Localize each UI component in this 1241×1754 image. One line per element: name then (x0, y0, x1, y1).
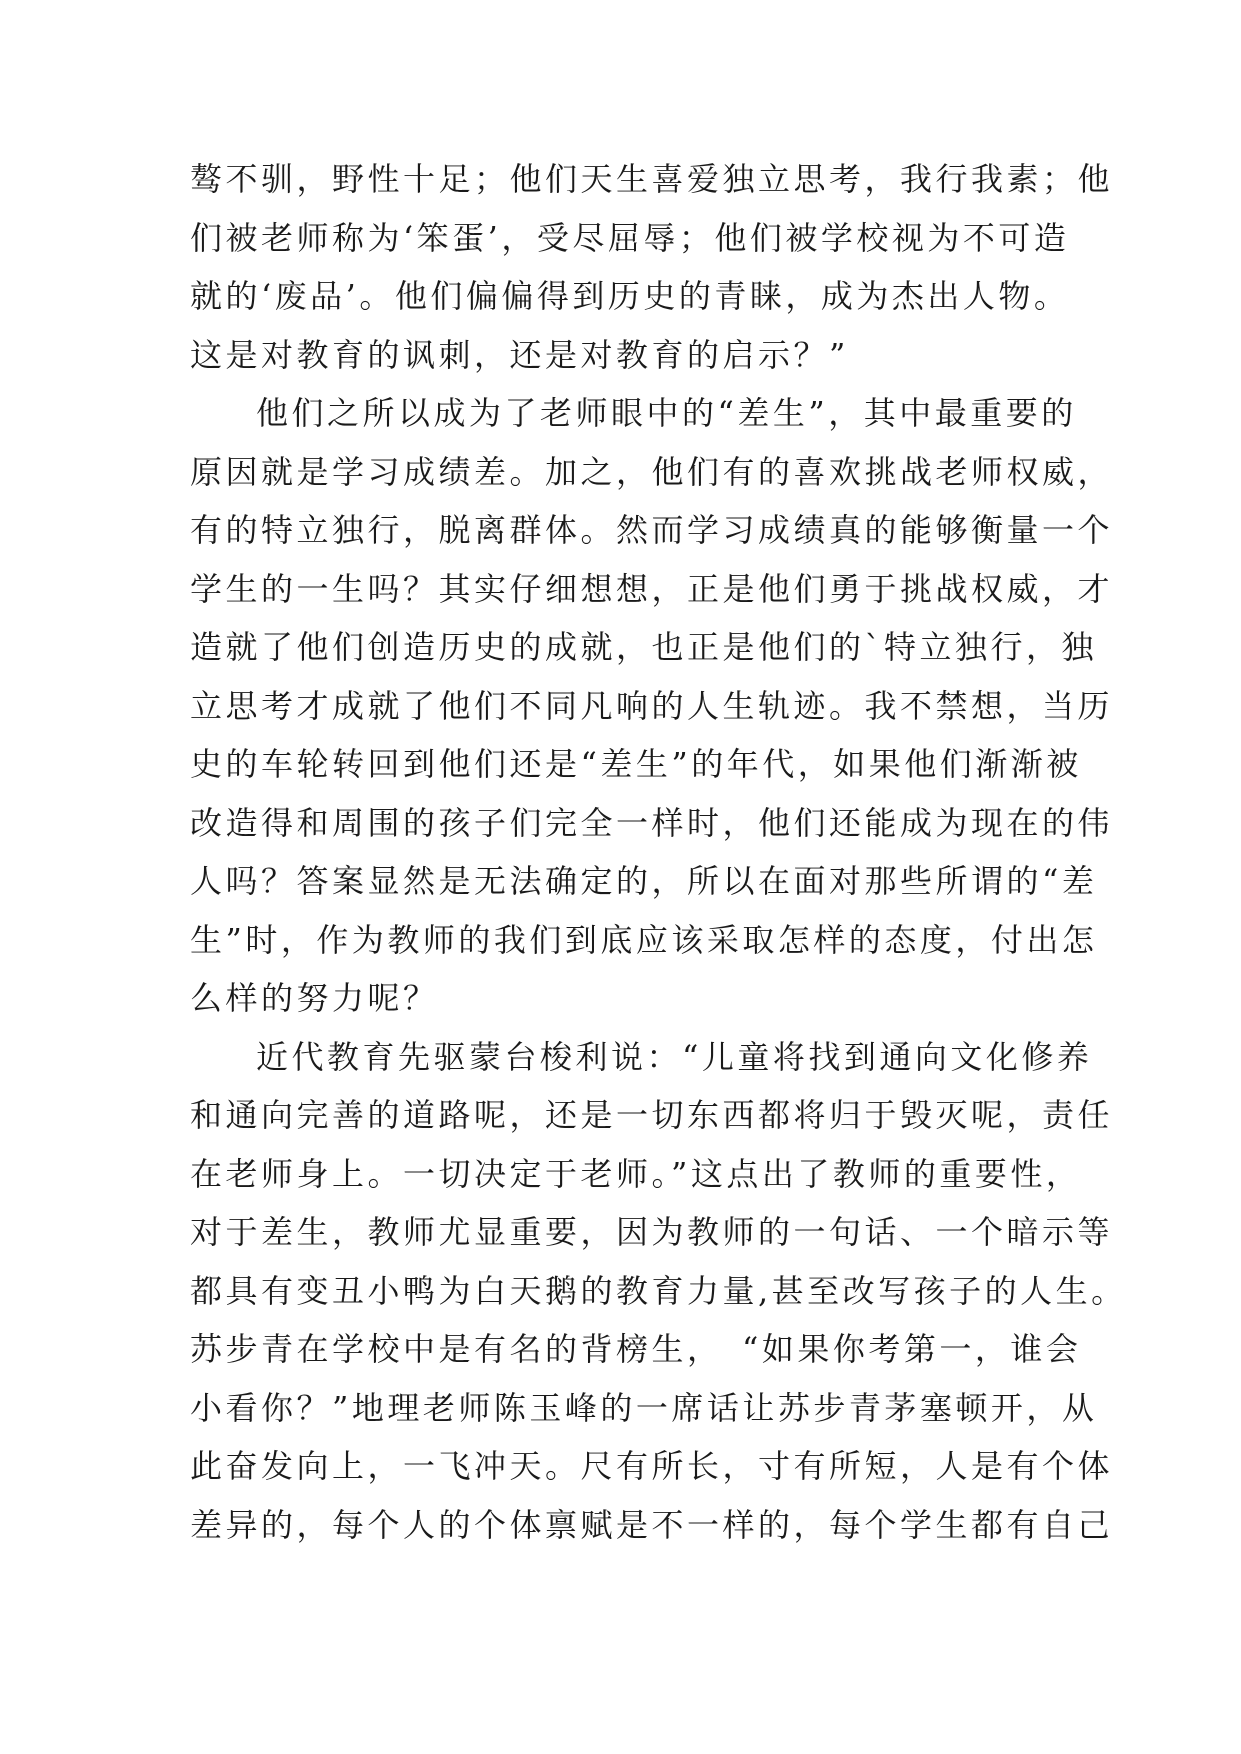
text-line: 小看你？”地理老师陈玉峰的一席话让苏步青茅塞顿开，从 (190, 1388, 1098, 1427)
text-line: 学生的一生吗？其实仔细想想，正是他们勇于挑战权威，才 (190, 569, 1114, 608)
text-line: 生”时，作为教师的我们到底应该采取怎样的态度，付出怎 (190, 920, 1098, 959)
paragraph-start-line: 近代教育先驱蒙台梭利说：“儿童将找到通向文化修养 (256, 1037, 1093, 1076)
text-line: 造就了他们创造历史的成就，也正是他们的`特立独行，独 (190, 628, 1098, 666)
text-line: 苏步青在学校中是有名的背榜生， “如果你考第一，谁会 (190, 1330, 1082, 1368)
text-line: 有的特立独行，脱离群体。然而学习成绩真的能够衡量一个 (190, 511, 1114, 549)
text-line: 原因就是学习成绩差。加之，他们有的喜欢挑战老师权威， (190, 452, 1114, 491)
text-line: 么样的努力呢？ (190, 979, 439, 1017)
text-line: 骜不驯，野性十足；他们天生喜爱独立思考，我行我素；他 (190, 160, 1114, 198)
text-line: 都具有变丑小鸭为白天鹅的教育力量,甚至改写孩子的人生。 (190, 1271, 1127, 1310)
text-line: 人吗？答案显然是无法确定的，所以在面对那些所谓的“差 (190, 862, 1098, 900)
document-body (190, 150, 1127, 1554)
text-line: 史的车轮转回到他们还是“差生”的年代，如果他们渐渐被 (190, 745, 1082, 783)
text-line: 们被老师称为‘笨蛋’，受尽屈辱；他们被学校视为不可造 (190, 218, 1070, 257)
text-line: 就的‘废品’。他们偏偏得到历史的青睐，成为杰出人物。 (190, 277, 1070, 315)
text-line: 改造得和周围的孩子们完全一样时，他们还能成为现在的伟 (190, 803, 1114, 842)
text-line: 差异的，每个人的个体禀赋是不一样的，每个学生都有自己 (190, 1505, 1114, 1544)
text-line: 此奋发向上，一飞冲天。尺有所长，寸有所短，人是有个体 (190, 1447, 1114, 1485)
paragraph-start-line: 他们之所以成为了老师眼中的“差生”，其中最重要的 (256, 394, 1077, 432)
text-line: 在老师身上。一切决定于老师。”这点出了教师的重要性， (190, 1154, 1082, 1193)
text-line: 立思考才成就了他们不同凡响的人生轨迹。我不禁想，当历 (190, 686, 1114, 725)
text-line: 和通向完善的道路呢，还是一切东西都将归于毁灭呢，责任 (190, 1096, 1114, 1134)
text-line: 对于差生，教师尤显重要，因为教师的一句话、一个暗示等 (190, 1213, 1114, 1251)
text-line: 这是对教育的讽刺，还是对教育的启示？” (190, 335, 849, 374)
